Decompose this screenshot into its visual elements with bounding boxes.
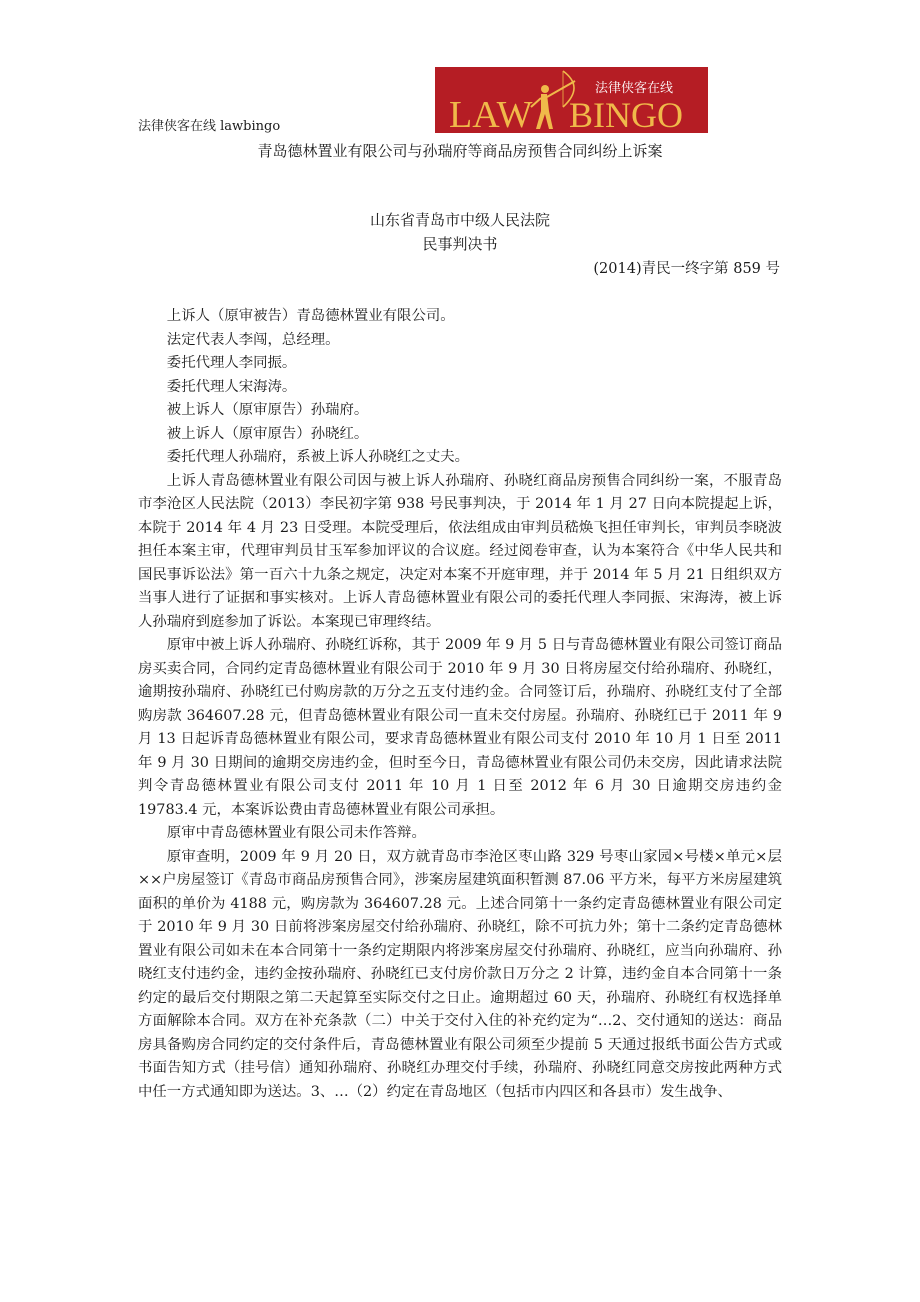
paragraph: 原审中被上诉人孙瑞府、孙晓红诉称，其于 2009 年 9 月 5 日与青岛德林置业有限公司签订商品房买卖合同，合同约定青岛德林置业有限公司于 2010 年 9 月 30 日将房屋交付给孙瑞府、孙晓红，逾期按孙瑞府、孙晓红已付购房款的万分之五支付违约金。合同签订后，孙瑞府、孙晓红支付了全部购房款 364607.28 元，但青岛德林置业有限公司一直未交付房屋。孙瑞府、孙晓红已于 2011 年 9 月 13 日起诉青岛德林置业有限公司，要求青岛德林置业有限公司支付 2010 年 10 月 1 日至 2011 年 9 月 30 日期间的逾期交房违约金，但时至今日，青岛德林置业有限公司仍未交房，因此请求法院判令青岛德林置业有限公司支付 2011 年 10 月 1 日至 2012 年 6 月 30 日逾期交房违约金 19783.4 元，本案诉讼费由青岛德林置业有限公司承担。 xyxy=(138,637,782,818)
document-title: 青岛德林置业有限公司与孙瑞府等商品房预售合同纠纷上诉案 xyxy=(257,142,663,160)
paragraph: 上诉人（原审被告）青岛德林置业有限公司。 xyxy=(166,308,455,324)
archer-icon xyxy=(435,67,708,133)
paragraph: 被上诉人（原审原告）孙瑞府。 xyxy=(166,402,369,418)
svg-text:LAW: LAW xyxy=(449,94,533,133)
svg-text:BINGO: BINGO xyxy=(569,95,683,133)
paragraph: 上诉人青岛德林置业有限公司因与被上诉人孙瑞府、孙晓红商品房预售合同纠纷一案，不服青岛市李沧区人民法院（2013）李民初字第 938 号民事判决，于 2014 年 1 月 27 日向本院提起上诉，本院于 2014 年 4 月 23 日受理。本院受理后，依法组成由审判员嵇焕飞担任审判长，审判员李晓波担任本案主审，代理审判员甘玉军参加评议的合议庭。经过阅卷审查，认为本案符合《中华人民共和国民事诉讼法》第一百六十九条之规定，决定对本案不开庭审理，并于 2014 年 5 月 21 日组织双方当事人进行了证据和事实核对。上诉人青岛德林置业有限公司的委托代理人李同振、宋海涛，被上诉人孙瑞府到庭参加了诉讼。本案现已审理终结。 xyxy=(138,472,782,630)
paragraph: 原审查明，2009 年 9 月 20 日，双方就青岛市李沧区枣山路 329 号枣山家园×号楼×单元×层××户房屋签订《青岛市商品房预售合同》，涉案房屋建筑面积暂测 87.06 平方米，每平方米房屋建筑面积的单价为 4188 元，购房款为 364607.28 元。上述合同第十一条约定青岛德林置业有限公司定于 2010 年 9 月 30 日前将涉案房屋交付给孙瑞府、孙晓红，除不可抗力外；第十二条约定青岛德林置业有限公司如未在本合同第十一条约定期限内将涉案房屋交付孙瑞府、孙晓红，应当向孙瑞府、孙晓红支付违约金，违约金按孙瑞府、孙晓红已支付房价款日万分之 2 计算，违约金自本合同第十一条约定的最后交付期限之第二天起算至实际交付之日止。逾期超过 60 天，孙瑞府、孙晓红有权选择单方面解除本合同。双方在补充条款（二）中关于交付入住的补充约定为“…2、交付通知的送达：商品房具备购房合同约定的交付条件后，青岛德林置业有限公司须至少提前 5 天通过报纸书面公告方式或书面告知方式（挂号信）通知孙瑞府、孙晓红办理交付手续，孙瑞府、孙晓红同意交房按此两种方式中任一方式通知即为送达。3、…（2）约定在青岛地区（包括市内四区和各县市）发生战争、 xyxy=(138,848,782,1100)
paragraph: 原审中青岛德林置业有限公司未作答辩。 xyxy=(166,825,426,841)
judgment-body xyxy=(138,305,782,1104)
court-name: 山东省青岛市中级人民法院 xyxy=(369,211,550,229)
lawbingo-logo xyxy=(435,67,708,133)
paragraph: 委托代理人孙瑞府，系被上诉人孙晓红之丈夫。 xyxy=(166,449,470,465)
source-label: 法律侠客在线 lawbingo xyxy=(138,119,281,134)
paragraph: 被上诉人（原审原告）孙晓红。 xyxy=(166,425,369,442)
document-type: 民事判决书 xyxy=(422,235,498,253)
paragraph: 委托代理人宋海涛。 xyxy=(166,378,297,395)
paragraph: 法定代表人李闯，总经理。 xyxy=(166,331,340,348)
paragraph: 委托代理人李同振。 xyxy=(166,355,297,371)
case-number: (2014)青民一终字第 859 号 xyxy=(593,261,780,277)
svg-text:法律侠客在线: 法律侠客在线 xyxy=(595,81,674,96)
